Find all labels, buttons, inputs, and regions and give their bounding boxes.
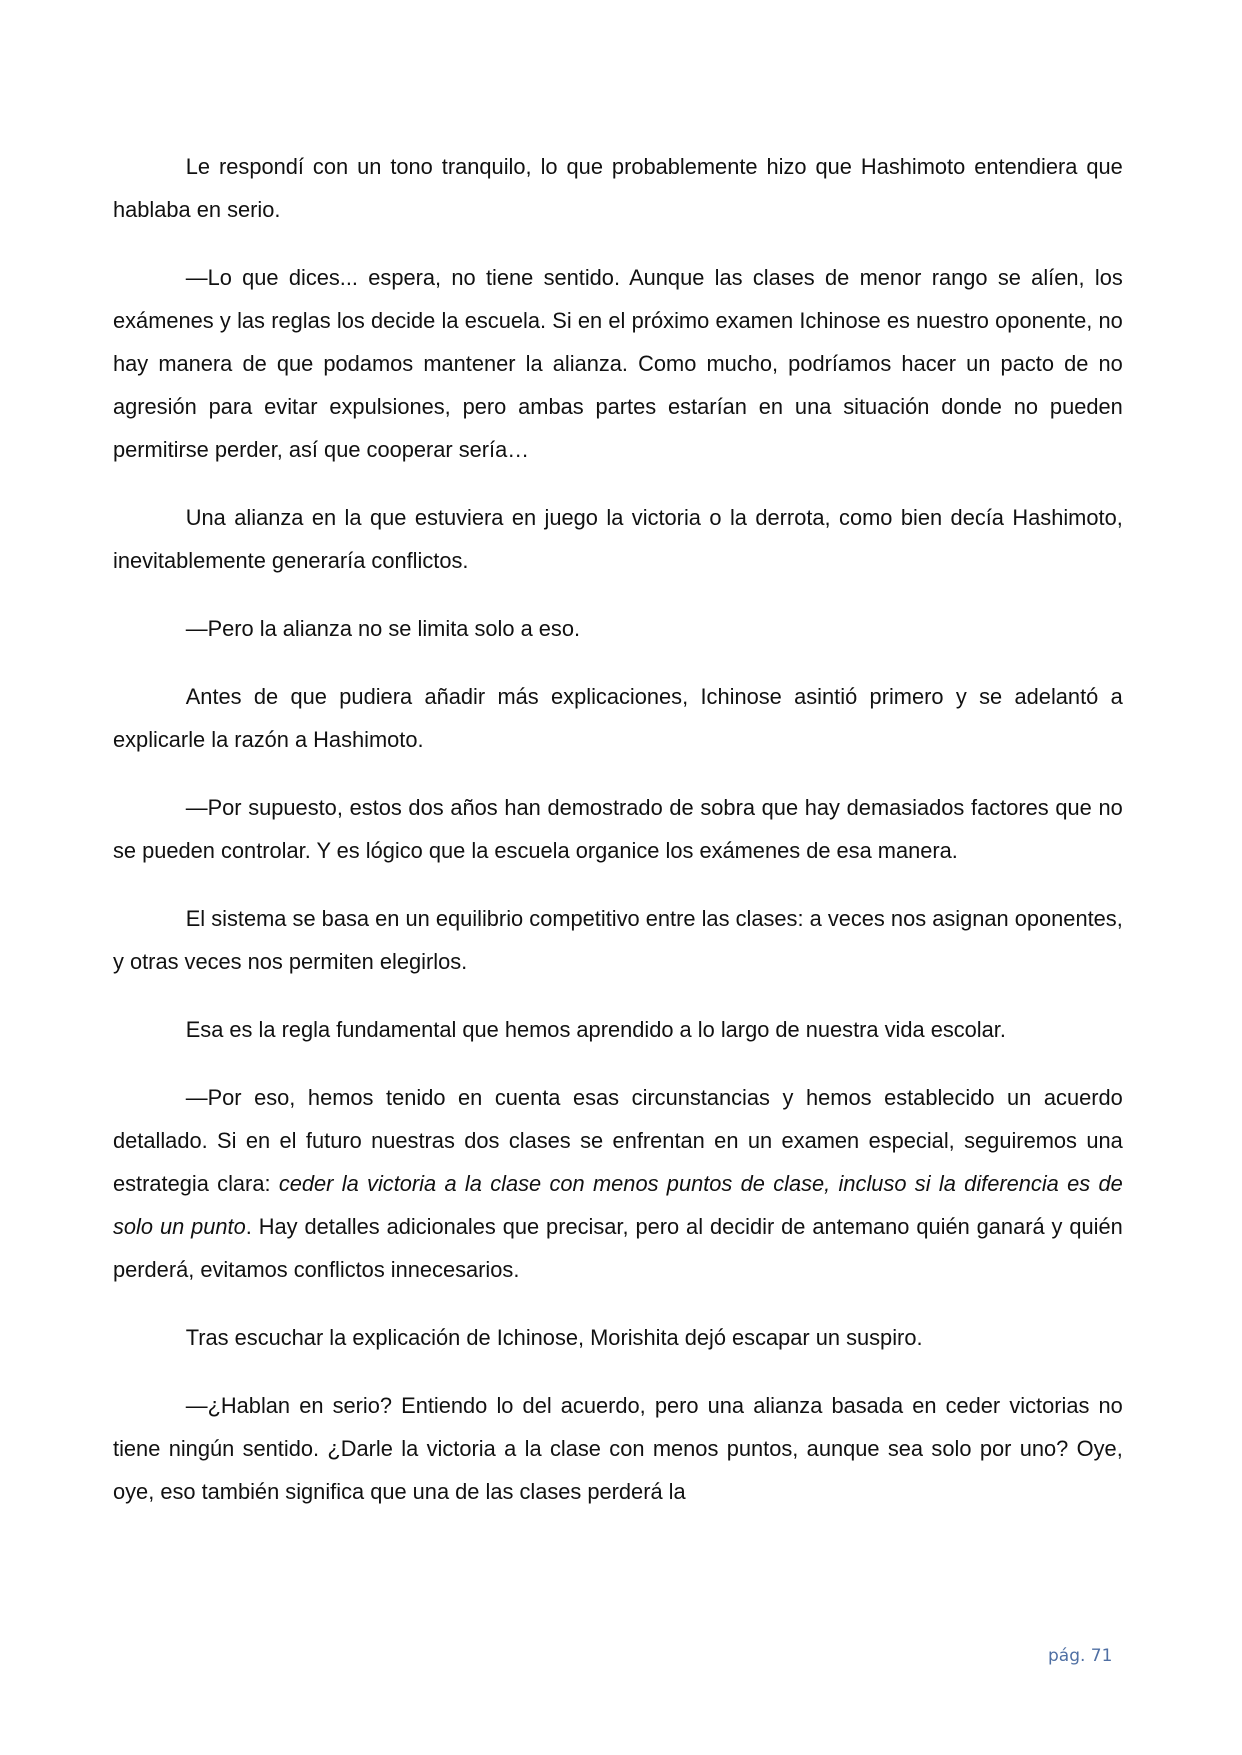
paragraph: —¿Hablan en serio? Entiendo lo del acuerdo, pero una alianza basada en ceder victorias no tiene ningún sentido. ¿Darle la victoria a la clase con menos puntos, aunque sea solo por uno? Oye, oye, eso también significa que una de las clases perderá la — [113, 1393, 1123, 1504]
paragraph: El sistema se basa en un equilibrio competitivo entre las clases: a veces nos asignan oponentes, y otras veces nos permiten elegirlos. — [113, 906, 1123, 974]
paragraph-text-before: —Por eso, hemos tenido en cuenta esas circunstancias y hemos establecido un acuerdo detallado. Si en el futuro nuestras dos clases se enfrentan en un examen especial, seguiremos una estrategia clara: — [113, 1085, 1123, 1196]
paragraph: —Por supuesto, estos dos años han demostrado de sobra que hay demasiados factores que no se pueden controlar. Y es lógico que la escuela organice los exámenes de esa manera. — [113, 795, 1123, 863]
paragraph: —Lo que dices... espera, no tiene sentido. Aunque las clases de menor rango se alíen, los exámenes y las reglas los decide la escuela. Si en el próximo examen Ichinose es nuestro oponente, no hay manera de que podamos mantener la alianza. Como mucho, podríamos hacer un pacto de no agresión para evitar expulsiones, pero ambas partes estarían en una situación donde no pueden permitirse perder, así que cooperar sería… — [113, 265, 1123, 462]
paragraph: Una alianza en la que estuviera en juego la victoria o la derrota, como bien decía Hashimoto, inevitablemente generaría conflictos. — [113, 505, 1123, 573]
page-number: pág. 71 — [1048, 1646, 1113, 1666]
paragraph: Le respondí con un tono tranquilo, lo que probablemente hizo que Hashimoto entendiera que hablaba en serio. — [113, 154, 1123, 222]
paragraph: Esa es la regla fundamental que hemos aprendido a lo largo de nuestra vida escolar. — [185, 1017, 1006, 1042]
body-text — [113, 145, 1123, 1538]
paragraph: Tras escuchar la explicación de Ichinose, Morishita dejó escapar un suspiro. — [185, 1325, 923, 1350]
paragraph: —Pero la alianza no se limita solo a eso. — [185, 616, 581, 641]
italic-emphasis: ceder la victoria a la clase con menos puntos de clase, incluso si la diferencia es de solo un punto — [113, 1171, 1123, 1239]
paragraph-with-italic — [113, 1076, 1123, 1291]
paragraph-text-after: . Hay detalles adicionales que precisar, pero al decidir de antemano quién ganará y quién perderá, evitamos conflictos innecesarios. — [113, 1214, 1123, 1282]
paragraph: Antes de que pudiera añadir más explicaciones, Ichinose asintió primero y se adelantó a explicarle la razón a Hashimoto. — [113, 684, 1123, 752]
